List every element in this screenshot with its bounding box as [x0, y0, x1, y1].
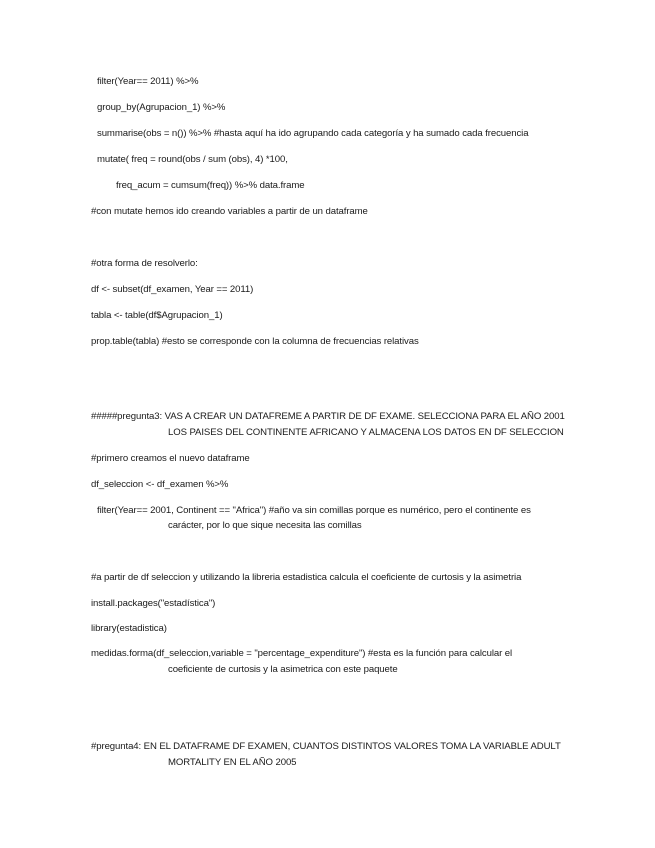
code-line-filter-2011: filter(Year== 2011) %>% [97, 76, 199, 87]
code-line-filter-continuation: carácter, por lo que sique necesita las comillas [168, 520, 362, 531]
comment-mutate: #con mutate hemos ido creando variables a partir de un dataframe [91, 206, 368, 217]
code-line-summarise: summarise(obs = n()) %>% #hasta aquí ha ido agrupando cada categoría y ha sumado cada frecuencia [97, 128, 529, 139]
code-line-mutate: mutate( freq = round(obs / sum (obs), 4) *100, [97, 154, 288, 165]
comment-primero: #primero creamos el nuevo dataframe [91, 453, 250, 464]
code-line-install: install.packages("estadística") [91, 598, 216, 609]
comment-otra-forma: #otra forma de resolverlo: [91, 258, 198, 269]
code-line-prop-table: prop.table(tabla) #esto se corresponde con la columna de frecuencias relativas [91, 336, 419, 347]
question-4-continuation: MORTALITY EN EL AÑO 2005 [168, 757, 297, 768]
comment-curtosis: #a partir de df seleccion y utilizando la libreria estadistica calcula el coeficiente de curtosis y la asimetria [91, 572, 522, 583]
code-line-freq-acum: freq_acum = cumsum(freq)) %>% data.frame [116, 180, 305, 191]
code-line-group-by: group_by(Agrupacion_1) %>% [97, 102, 226, 113]
code-line-filter-2001: filter(Year== 2001, Continent == "Africa") #año va sin comillas porque es numérico, pero el continente es [97, 505, 531, 516]
code-line-medidas-forma: medidas.forma(df_seleccion,variable = "percentage_expenditure") #esta es la función para calcular el [91, 648, 513, 659]
code-line-df-seleccion: df_seleccion <- df_examen %>% [91, 479, 229, 490]
code-line-tabla: tabla <- table(df$Agrupacion_1) [91, 310, 223, 321]
question-3-heading: #####pregunta3: VAS A CREAR UN DATAFREME A PARTIR DE DF EXAME. SELECCIONA PARA EL AÑO 2001 [91, 411, 565, 422]
code-line-library: library(estadistica) [91, 623, 167, 634]
code-line-subset: df <- subset(df_examen, Year == 2011) [91, 284, 254, 295]
question-4-heading: #pregunta4: EN EL DATAFRAME DF EXAMEN, CUANTOS DISTINTOS VALORES TOMA LA VARIABLE ADULT [91, 741, 561, 752]
question-3-continuation: LOS PAISES DEL CONTINENTE AFRICANO Y ALMACENA LOS DATOS EN DF SELECCION [168, 427, 564, 438]
code-line-medidas-continuation: coeficiente de curtosis y la asimetrica con este paquete [168, 664, 398, 675]
